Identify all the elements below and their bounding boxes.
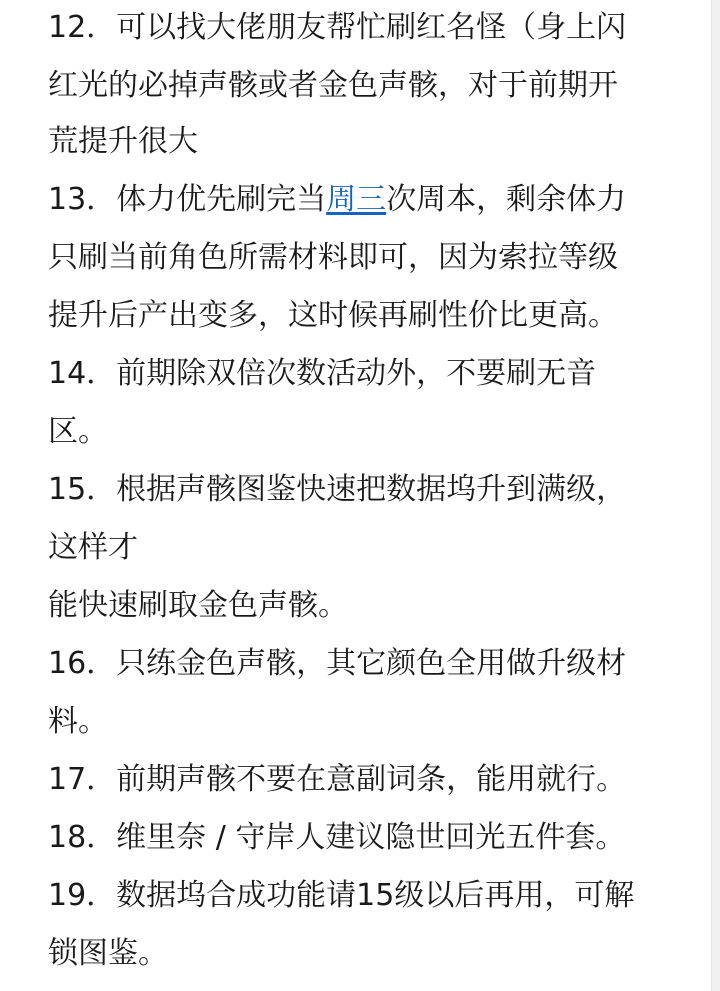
tip-19-line-1: 19．数据坞合成功能请15级以后再用，可解 [48,878,635,913]
tip-12-line-1: 12．可以找大佬朋友帮忙刷红名怪（身上闪 [48,10,627,45]
tip-13-line-3: 提升后产出变多，这时候再刷性价比更高。 [48,298,618,333]
tip-16-line-2: 料。 [48,704,108,739]
tip-16-line-1: 16．只练金色声骸，其它颜色全用做升级材 [48,646,627,681]
tip-18-line-1: 18．维里奈 / 守岸人建议隐世回光五件套。 [48,820,626,855]
tip-17-line-1: 17．前期声骸不要在意副词条，能用就行。 [48,762,627,797]
tip-13-prefix: 13．体力优先刷完当 [48,182,327,217]
tip-13-line-1 [48,180,626,220]
tip-15-line-3: 能快速刷取金色声骸。 [48,588,348,623]
tip-19-line-2: 锁图鉴。 [48,936,168,971]
tip-15-line-1: 15．根据声骸图鉴快速把数据坞升到满级， [48,472,627,507]
tip-15-line-2: 这样才 [48,530,138,565]
weekday-link[interactable]: 周三 [326,182,387,217]
scrollbar-track[interactable] [711,0,720,991]
tip-13-line-2: 只刷当前角色所需材料即可，因为索拉等级 [48,240,618,275]
tip-14-line-1: 14．前期除双倍次数活动外，不要刷无音 [48,356,597,391]
tip-13-suffix: 次周本，剩余体力 [386,182,627,217]
tip-12-line-2: 红光的必掉声骸或者金色声骸，对于前期开 [48,68,618,103]
tip-12-line-3: 荒提升很大 [48,124,198,159]
tip-14-line-2: 区。 [48,414,108,449]
